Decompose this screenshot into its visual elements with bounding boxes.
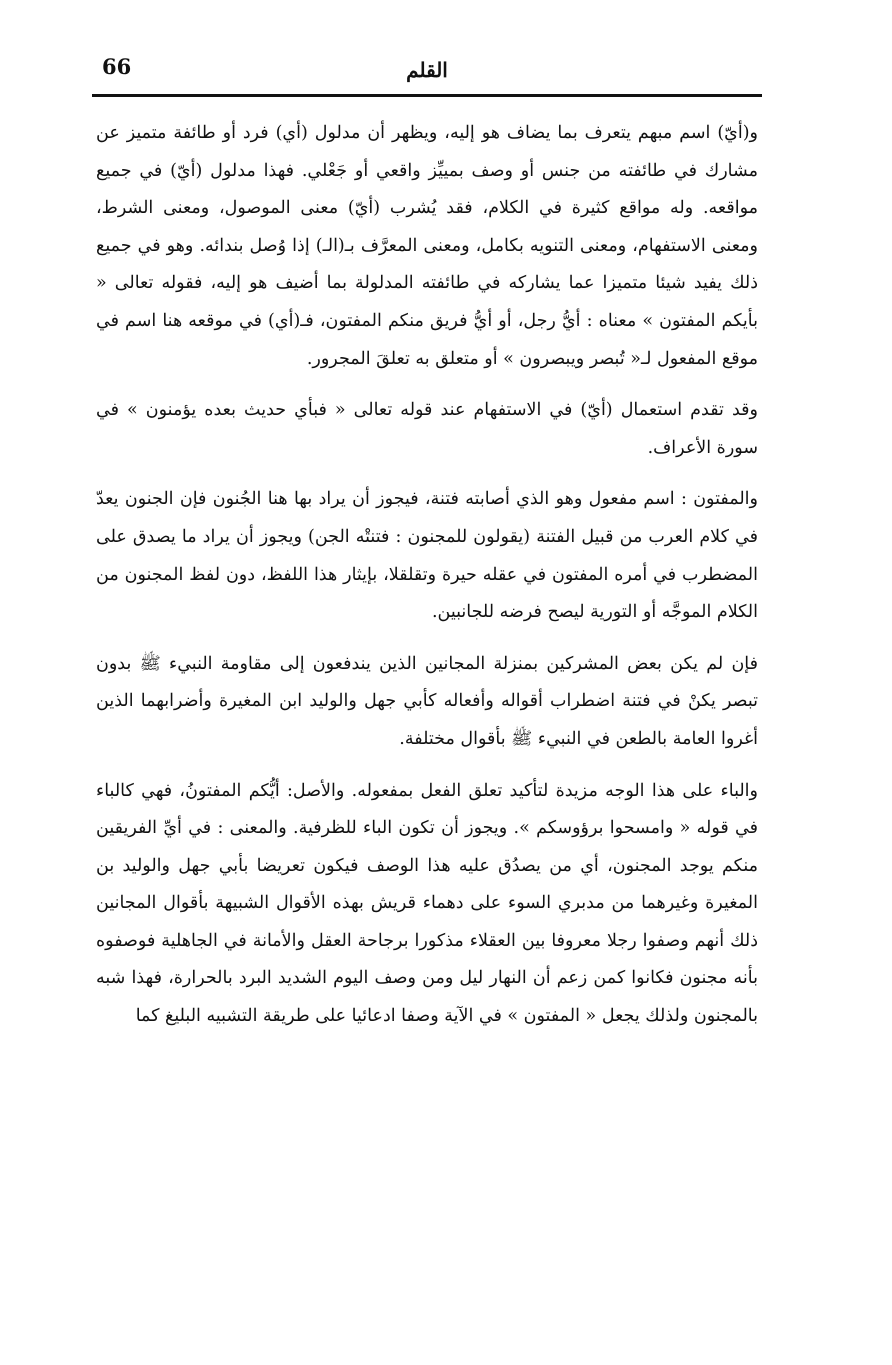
- paragraph-4: فإن لم يكن بعض المشركين بمنزلة المجانين الذين يندفعون إلى مقاومة النبيء ﷺ بدون تبصر يكنْ في فتنة اضطراب أقواله وأفعاله كأبي جهل والوليد ابن المغيرة وأضرابهما الذين أغروا العامة بالطعن في النبيء ﷺ بأقوال مختلفة.: [96, 653, 758, 749]
- page-header: [92, 50, 762, 97]
- running-title: القلم: [406, 58, 448, 82]
- body-text: [96, 115, 758, 1036]
- paragraph-1: و(أيّ) اسم مبهم يتعرف بما يضاف هو إليه، ويظهر أن مدلول (أي) فرد أو طائفة متميز عن مشارك في طائفته من جنس أو وصف بمييِّز واقعي أو جَعْلي. فهذا مدلول (أيّ) في جميع مواقعه. وله مواقع كثيرة في الكلام، فقد يُشرب (أيّ) معنى الموصول، ومعنى الشرط، ومعنى الاستفهام، ومعنى التنويه بكامل، ومعنى المعرَّف بـ(الـ) إذا وُصل بندائه. وهو في جميع ذلك يفيد شيئا متميزا عما يشاركه في طائفته المدلولة بما أضيف هو إليه، فقوله تعالى « بأيكم المفتون » معناه : أيُّ رجل، أو أيُّ فريق منكم المفتون، فـ(أي) في موقعه هنا اسم في موقع المفعول لـ« تُبصر ويبصرون » أو متعلق به تعلقَ المجرور.: [96, 123, 758, 369]
- paragraph-2: وقد تقدم استعمال (أيّ) في الاستفهام عند قوله تعالى « فبأي حديث بعده يؤمنون » في سورة الأعراف.: [96, 400, 758, 458]
- book-page: [92, 50, 762, 1036]
- page-number: 66: [102, 54, 132, 79]
- paragraph-5: والباء على هذا الوجه مزيدة لتأكيد تعلق الفعل بمفعوله. والأصل: أيُّكم المفتونُ، فهي كالباء في قوله « وامسحوا برؤوسكم ». ويجوز أن تكون الباء للظرفية. والمعنى : في أيِّ الفريقين منكم يوجد المجنون، أي من يصدُق عليه هذا الوصف فيكون تعريضا بأبي جهل والوليد بن المغيرة وغيرهما من مدبري السوء على دهماء قريش بهذه الأقوال الشبيهة بأقوال المجانين ذلك أنهم وصفوا رجلا معروفا بين العقلاء مذكورا برجاحة العقل والأمانة في الجاهلية فوصفوه بأنه مجنون فكانوا كمن زعم أن النهار ليل ومن وصف اليوم الشديد البرد بالحرارة، فهذا شبه بالمجنون ولذلك يجعل « المفتون » في الآية وصفا ادعائيا على طريقة التشبيه البليغ كما: [96, 780, 758, 1027]
- paragraph-3: والمفتون : اسم مفعول وهو الذي أصابته فتنة، فيجوز أن يراد بها هنا الجُنون فإن الجنون يعدّ في كلام العرب من قبيل الفتنة (يقولون للمجنون : فتنتْه الجن) ويجوز أن يراد ما يصدق على المضطرب في أمره المفتون في عقله حيرة وتقلقلا، بإيثار هذا اللفظ، دون لفظ المجنون من الكلام الموجَّه أو التورية ليصح فرضه للجانبين.: [96, 489, 758, 623]
